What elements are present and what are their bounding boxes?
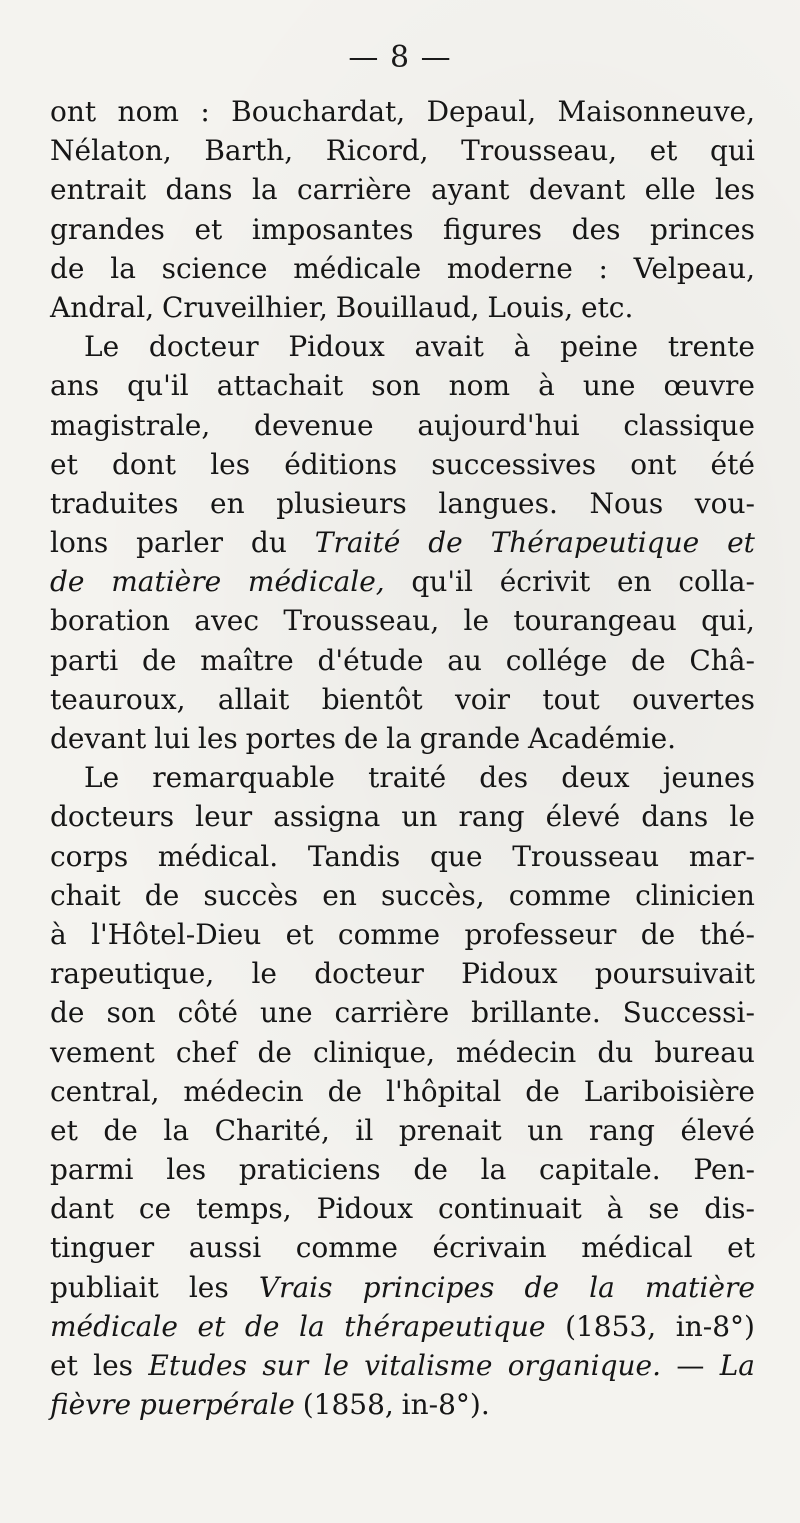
word: une — [259, 996, 313, 1030]
word: été — [710, 447, 755, 481]
word: et — [197, 1309, 226, 1343]
word: Cruveilhier, — [161, 290, 328, 324]
word: carrière — [297, 173, 412, 207]
text-line — [50, 366, 755, 405]
word: de — [413, 1153, 448, 1187]
word: elle — [644, 173, 696, 207]
word: ont — [50, 95, 97, 128]
word: avec — [194, 604, 260, 638]
word: matière — [111, 565, 222, 599]
word: de — [50, 996, 85, 1030]
word: des — [571, 212, 621, 246]
word: médecin — [456, 1035, 577, 1069]
word: central, — [50, 1074, 160, 1108]
word: à — [50, 917, 67, 951]
word: lons — [50, 526, 109, 560]
word: peine — [560, 330, 639, 364]
word: grande — [419, 722, 521, 755]
word: en — [210, 486, 245, 520]
word: continuait — [437, 1192, 582, 1226]
text-line — [50, 170, 755, 209]
word: d'étude — [317, 643, 424, 677]
word: bureau — [654, 1035, 755, 1069]
text-line — [50, 1033, 755, 1072]
word: Pen- — [693, 1153, 755, 1187]
word: Depaul, — [426, 95, 537, 128]
word: capitale. — [539, 1153, 661, 1187]
word: en — [322, 878, 357, 912]
word: imposantes — [251, 212, 414, 246]
word: Trousseau, — [283, 604, 440, 638]
word: ans — [50, 369, 100, 403]
word: maître — [200, 643, 294, 677]
word: de — [631, 643, 666, 677]
word: Nous — [589, 486, 664, 520]
word: ayant — [431, 173, 510, 207]
word: et — [50, 1349, 78, 1382]
word: docteurs — [50, 800, 175, 834]
word: les — [93, 1349, 134, 1382]
word: princes — [650, 212, 755, 246]
word: la — [163, 1113, 190, 1147]
word: côté — [177, 996, 239, 1030]
word: et — [727, 1231, 755, 1265]
word: : — [200, 95, 210, 128]
word: de — [257, 1035, 292, 1069]
word: classique — [623, 408, 755, 442]
word: de — [244, 1309, 280, 1343]
word: la — [299, 1309, 325, 1343]
word: jeunes — [662, 761, 755, 795]
word: et — [50, 447, 78, 481]
word: le — [729, 800, 755, 834]
word: une — [582, 369, 636, 403]
text-line — [50, 1385, 755, 1424]
word: Académie. — [528, 722, 677, 755]
word: clinique, — [313, 1035, 436, 1069]
word: élevé — [680, 1113, 755, 1147]
word: clinicien — [635, 878, 755, 912]
word: figures — [443, 212, 543, 246]
word: Le — [84, 330, 120, 364]
text-line — [50, 92, 755, 131]
text-line — [50, 131, 755, 170]
word: du — [597, 1035, 634, 1069]
word: les — [188, 1270, 229, 1304]
word: médicale, — [247, 565, 385, 599]
word: un — [527, 1113, 564, 1147]
word: praticiens — [238, 1153, 381, 1187]
text-line — [50, 445, 755, 484]
word: nom — [117, 95, 179, 128]
text-line — [50, 719, 755, 758]
word: in-8°). — [401, 1388, 490, 1422]
word: Le — [84, 761, 120, 795]
word: trente — [667, 330, 755, 364]
word: publiait — [50, 1270, 159, 1304]
word: qui, — [701, 604, 755, 638]
word: traduites — [50, 486, 179, 520]
word: parti — [50, 643, 119, 677]
word: qui — [710, 134, 755, 168]
word: — — [676, 1349, 705, 1382]
text-line — [50, 1072, 755, 1111]
word: un — [401, 800, 438, 834]
text-line — [50, 1268, 755, 1307]
word: Ricord, — [325, 134, 429, 168]
word: des — [479, 761, 529, 795]
word: comme — [295, 1231, 398, 1265]
text-line — [50, 484, 755, 523]
word: œuvre — [663, 369, 755, 403]
word: à — [606, 1192, 624, 1226]
word: se — [648, 1192, 680, 1226]
word: de — [525, 1074, 560, 1108]
text-line — [50, 406, 755, 445]
word: médicale — [50, 1309, 178, 1343]
word: corps — [50, 839, 129, 873]
word: organique. — [507, 1349, 662, 1382]
word: les — [210, 447, 251, 481]
word: dont — [111, 447, 177, 481]
word: moderne — [446, 251, 573, 285]
word: de — [428, 526, 463, 560]
word: traité — [368, 761, 447, 795]
word: de — [343, 722, 379, 755]
word: devant — [50, 722, 147, 755]
text-line — [50, 1346, 755, 1385]
word: son — [106, 996, 156, 1030]
text-line — [50, 1111, 755, 1150]
word: au — [447, 643, 482, 677]
word: et — [194, 212, 223, 246]
text-line — [50, 915, 755, 954]
word: colla- — [678, 565, 755, 599]
word: magistrale, — [50, 408, 211, 442]
word: brillante. — [471, 996, 601, 1030]
word: Châ- — [689, 643, 755, 677]
word: Tandis — [307, 839, 401, 873]
word: Trousseau — [512, 839, 660, 873]
word: Andral, — [50, 290, 155, 324]
text-line — [50, 523, 755, 562]
word: Bouchardat, — [231, 95, 406, 128]
word: qu'il — [127, 369, 189, 403]
word: Bouillaud, — [335, 290, 480, 324]
word: de — [142, 643, 177, 677]
word: etc. — [580, 290, 634, 324]
word: et — [649, 134, 678, 168]
word: comme — [337, 917, 441, 951]
word: ouvertes — [632, 682, 755, 716]
word: teauroux, — [50, 682, 186, 716]
word: portes — [245, 722, 336, 755]
word: médical — [581, 1231, 693, 1265]
word: qu'il — [411, 565, 473, 599]
word: et — [50, 1113, 78, 1147]
word: devant — [528, 173, 626, 207]
text-line — [50, 210, 755, 249]
word: prenait — [398, 1113, 502, 1147]
word: langues. — [438, 486, 558, 520]
word: matière — [644, 1270, 755, 1304]
word: tout — [542, 682, 600, 716]
word: en — [617, 565, 652, 599]
word: éditions — [284, 447, 398, 481]
text-line — [50, 1307, 755, 1346]
page-number: — 8 — — [348, 40, 452, 75]
word: allait — [217, 682, 290, 716]
word: le — [463, 604, 490, 638]
word: entrait — [50, 173, 147, 207]
word: (1858, — [302, 1388, 394, 1422]
word: bientôt — [321, 682, 423, 716]
word: dans — [165, 173, 233, 207]
word: Traité — [314, 526, 401, 560]
word: puerpérale — [138, 1388, 295, 1422]
word: le — [251, 957, 277, 991]
word: la — [110, 251, 136, 285]
word: médicale — [293, 251, 422, 285]
text-line — [50, 876, 755, 915]
word: il — [355, 1113, 374, 1147]
word: Lariboisière — [583, 1074, 755, 1108]
word: les — [715, 173, 755, 207]
word: Louis, — [487, 290, 574, 324]
word: assigna — [273, 800, 381, 834]
word: Pidoux — [288, 330, 385, 364]
word: Etudes — [148, 1349, 247, 1382]
text-line — [50, 641, 755, 680]
word: Thérapeutique — [490, 526, 700, 560]
word: de — [103, 1113, 138, 1147]
word: rang — [588, 1113, 655, 1147]
text-line — [50, 680, 755, 719]
word: de — [144, 878, 180, 912]
word: et — [285, 917, 314, 951]
word: son — [371, 369, 421, 403]
word: plusieurs — [276, 486, 407, 520]
word: nom — [448, 369, 511, 403]
text-line — [50, 1189, 755, 1228]
word: de — [50, 251, 85, 285]
word: parler — [136, 526, 224, 560]
word: collége — [505, 643, 608, 677]
word: de — [640, 917, 676, 951]
word: boration — [50, 604, 170, 638]
word: Velpeau, — [633, 251, 755, 285]
word: attachait — [216, 369, 344, 403]
word: l'hôpital — [386, 1074, 502, 1108]
word: la — [480, 1153, 507, 1187]
word: lui — [154, 722, 191, 755]
word: fièvre — [50, 1388, 132, 1422]
word: écrivit — [499, 565, 591, 599]
word: Vrais — [258, 1270, 333, 1304]
word: avait — [414, 330, 484, 364]
word: chef — [175, 1035, 237, 1069]
word: vement — [50, 1035, 155, 1069]
word: les — [197, 722, 238, 755]
text-line — [50, 601, 755, 640]
word: vitalisme — [364, 1349, 493, 1382]
word: poursuivait — [594, 957, 755, 991]
text-line — [50, 837, 755, 876]
word: mar- — [688, 839, 755, 873]
word: deux — [561, 761, 630, 795]
word: dans — [641, 800, 709, 834]
word: La — [719, 1349, 755, 1382]
word: à — [513, 330, 531, 364]
word: les — [166, 1153, 207, 1187]
word: sur — [262, 1349, 309, 1382]
word: rang — [458, 800, 525, 834]
word: Barth, — [204, 134, 294, 168]
word: Nélaton, — [50, 134, 172, 168]
word: écrivain — [432, 1231, 547, 1265]
word: tourangeau — [513, 604, 677, 638]
word: de — [50, 565, 85, 599]
word: ont — [630, 447, 677, 481]
word: de — [524, 1270, 560, 1304]
text-line — [50, 288, 755, 327]
word: Pidoux — [461, 957, 558, 991]
text-line — [50, 1150, 755, 1189]
word: vou- — [694, 486, 755, 520]
word: succès — [203, 878, 299, 912]
word: grandes — [50, 212, 165, 246]
word: remarquable — [152, 761, 335, 795]
word: médecin — [183, 1074, 304, 1108]
word: médical. — [157, 839, 279, 873]
word: comme — [508, 878, 611, 912]
word: science — [161, 251, 268, 285]
word: temps, — [196, 1192, 292, 1226]
word: l'Hôtel-Dieu — [91, 917, 262, 951]
word: thérapeutique — [344, 1309, 546, 1343]
text-line — [50, 954, 755, 993]
word: Maisonneuve, — [557, 95, 755, 128]
word: successives — [431, 447, 597, 481]
word: leur — [195, 800, 253, 834]
word: élevé — [545, 800, 621, 834]
word: du — [250, 526, 287, 560]
word: in-8°) — [675, 1309, 755, 1343]
word: dis- — [704, 1192, 755, 1226]
text-line — [50, 797, 755, 836]
text-line — [50, 1228, 755, 1267]
word: de — [327, 1074, 363, 1108]
word: la — [251, 173, 278, 207]
word: docteur — [314, 957, 424, 991]
text-line — [50, 562, 755, 601]
word: et — [727, 526, 755, 560]
word: docteur — [148, 330, 259, 364]
text-line — [50, 249, 755, 288]
word: aussi — [188, 1231, 262, 1265]
word: carrière — [334, 996, 450, 1030]
word: chait — [50, 878, 121, 912]
word: ce — [138, 1192, 172, 1226]
word: devenue — [254, 408, 374, 442]
word: le — [323, 1349, 349, 1382]
word: Pidoux — [316, 1192, 414, 1226]
word: Successi- — [622, 996, 755, 1030]
word: parmi — [50, 1153, 134, 1187]
word: que — [430, 839, 483, 873]
word: rapeutique, — [50, 957, 215, 991]
word: succès, — [381, 878, 485, 912]
word: principes — [362, 1270, 495, 1304]
text-line — [50, 993, 755, 1032]
word: Trousseau, — [461, 134, 618, 168]
word: à — [538, 369, 555, 403]
word: aujourd'hui — [417, 408, 580, 442]
word: dant — [50, 1192, 114, 1226]
word: tinguer — [50, 1231, 155, 1265]
word: la — [386, 722, 412, 755]
word: professeur — [464, 917, 617, 951]
word: voir — [454, 682, 510, 716]
body-text — [50, 92, 755, 1424]
word: : — [598, 251, 608, 285]
word: la — [589, 1270, 615, 1304]
word: thé- — [699, 917, 755, 951]
word: Charité, — [214, 1113, 330, 1147]
text-line — [50, 758, 755, 797]
word: (1853, — [565, 1309, 657, 1343]
text-line — [50, 327, 755, 366]
